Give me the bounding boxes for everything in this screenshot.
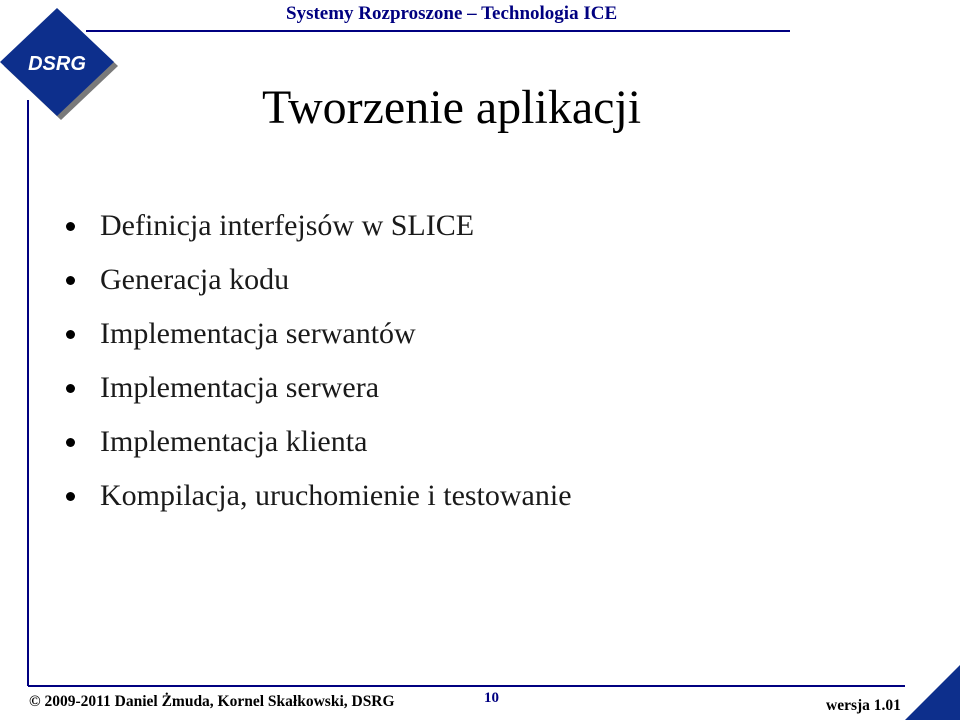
bullet-icon [66,438,75,447]
bullet-text: Implementacja serwantów [100,317,416,350]
bullet-text: Generacja kodu [100,263,290,296]
footer-copyright: © 2009-2011 Daniel Żmuda, Kornel Skałkowski, DSRG [29,693,395,710]
bullet-icon [66,384,75,393]
page-number: 10 [484,690,499,706]
corner-triangle [905,665,960,720]
dsrg-logo [0,0,120,120]
bullet-icon [66,330,75,339]
version-label: wersja 1.01 [826,697,901,714]
bullet-icon [66,492,75,501]
bullet-item [66,366,572,420]
bullet-icon [66,222,75,231]
bullet-icon [66,276,75,285]
bullet-item [66,204,572,258]
bullet-text: Kompilacja, uruchomienie i testowanie [100,479,572,512]
bullet-text: Implementacja serwera [100,371,380,404]
bullet-list [66,204,572,528]
bullet-item [66,420,572,474]
header-title: Systemy Rozproszone – Technologia ICE [286,3,618,24]
bullet-text: Definicja interfejsów w SLICE [100,209,475,242]
slide-title: Tworzenie aplikacji [262,81,642,134]
bullet-text: Implementacja klienta [100,425,368,458]
bullet-item [66,312,572,366]
bullet-item [66,258,572,312]
logo-text: DSRG [28,53,86,75]
bullet-item [66,474,572,528]
